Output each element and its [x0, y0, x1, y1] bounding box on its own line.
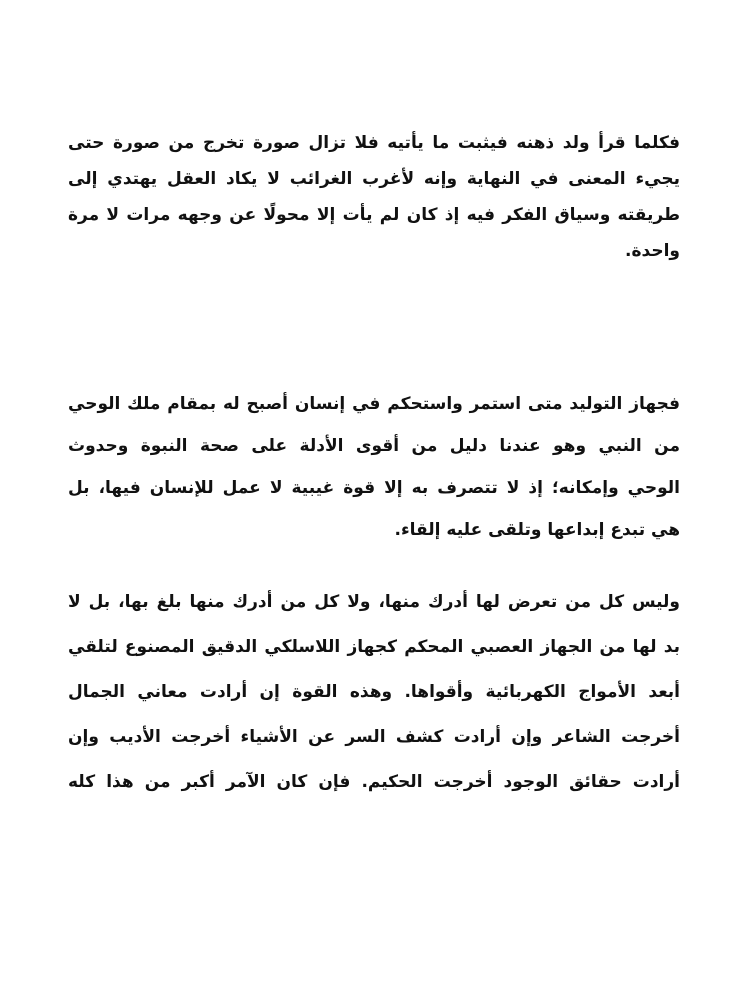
- text-line: الوحي وإمكانه؛ إذ لا تتصرف به إلا قوة غيبية لا عمل للإنسان فيها، بل: [68, 478, 680, 498]
- text-line: وليس كل من تعرض لها أدرك منها، ولا كل من أدرك منها بلغ بها، بل لا: [68, 592, 680, 612]
- text-line: أبعد الأمواج الكهربائية وأقواها. وهذه القوة إن أرادت معاني الجمال: [68, 682, 680, 702]
- text-line: هي تبدع إبداعها وتلقى عليه إلقاء.: [394, 520, 680, 540]
- text-line: واحدة.: [625, 241, 680, 261]
- text-line: أرادت حقائق الوجود أخرجت الحكيم. فإن كان الآمر أكبر من هذا كله: [68, 772, 680, 792]
- text-line: بد لها من الجهاز العصبي المحكم كجهاز اللاسلكي الدقيق المصنوع لتلقي: [68, 637, 680, 657]
- paragraph-3: [68, 580, 680, 805]
- text-line: فجهاز التوليد متى استمر واستحكم في إنسان أصبح له بمقام ملك الوحي: [68, 394, 680, 414]
- text-line: فكلما قرأ ولد ذهنه فيثبت ما يأتيه فلا تزال صورة تخرج من صورة حتى: [68, 133, 680, 153]
- text-line: أخرجت الشاعر وإن أرادت كشف السر عن الأشياء أخرجت الأديب وإن: [68, 727, 680, 747]
- paragraph-1: [68, 125, 680, 269]
- text-line: طريقته وسياق الفكر فيه إذ كان لم يأت إلا محولًا عن وجهه مرات لا مرة: [68, 205, 680, 225]
- paragraph-2: [68, 383, 680, 551]
- text-line: يجيء المعنى في النهاية وإنه لأغرب الغرائب لا يكاد العقل يهتدي إلى: [68, 169, 680, 189]
- text-line: من النبي وهو عندنا دليل من أقوى الأدلة على صحة النبوة وحدوث: [68, 436, 680, 456]
